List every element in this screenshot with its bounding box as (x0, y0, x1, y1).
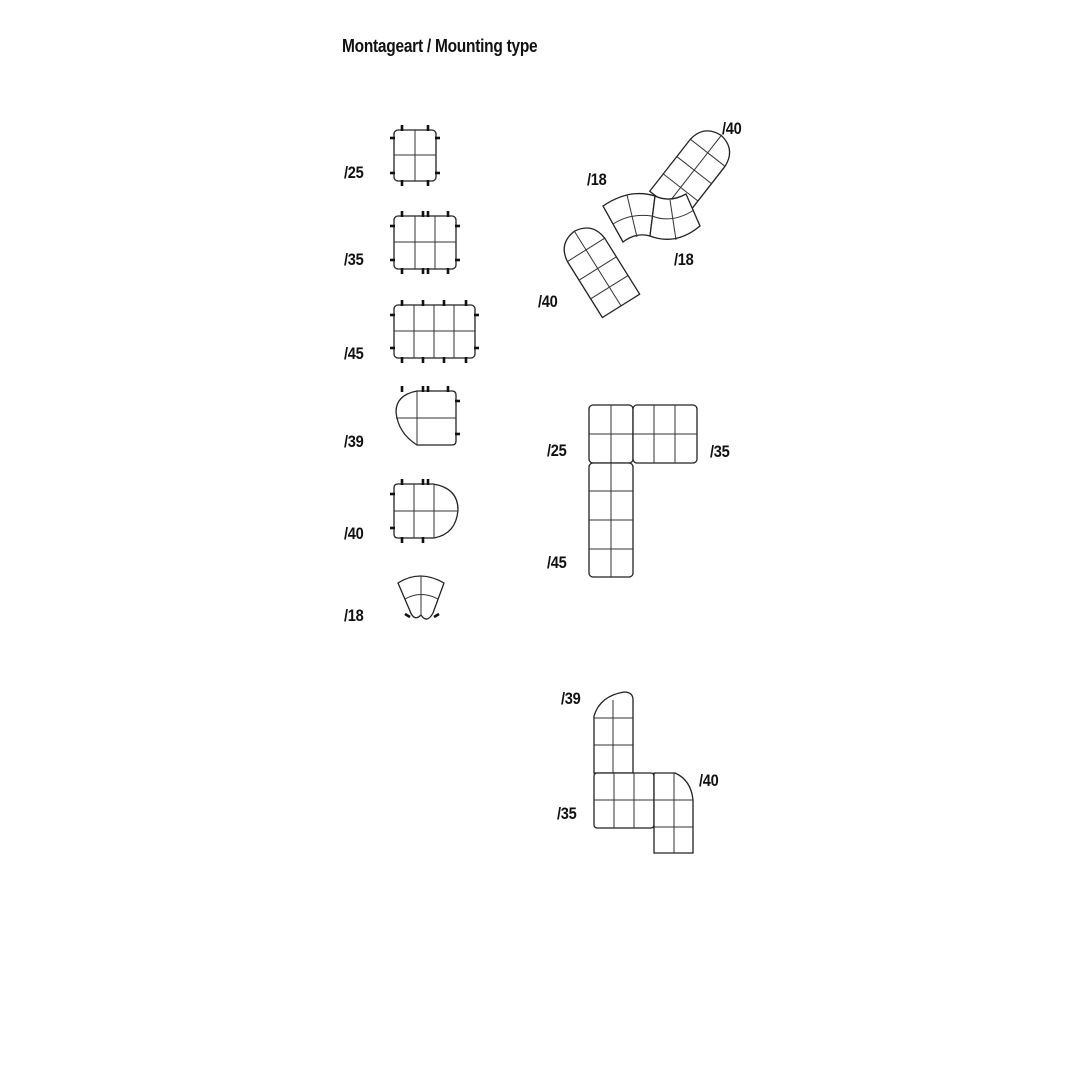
l-label-45: /45 (547, 553, 567, 572)
diagram-title: Montageart / Mounting type (342, 36, 538, 56)
legend-label-25: /25 (344, 163, 364, 182)
legend-label-40: /40 (344, 524, 364, 543)
module-25-plan (390, 125, 440, 186)
curve-label-18-bottom: /18 (674, 250, 694, 269)
l-combination (589, 405, 697, 577)
module-45-plan (390, 300, 479, 363)
curve-label-40-top: /40 (722, 119, 742, 138)
bottom-combination (594, 692, 693, 853)
l-label-35: /35 (710, 442, 730, 461)
bottom-label-39: /39 (561, 689, 581, 708)
bottom-module-40 (654, 773, 693, 853)
curved-combination (556, 122, 739, 318)
bottom-label-35: /35 (557, 804, 577, 823)
l-module-25 (589, 405, 633, 463)
curve-label-40-bottom: /40 (538, 292, 558, 311)
curve-label-18-top: /18 (587, 170, 607, 189)
l-label-25: /25 (547, 441, 567, 460)
bottom-label-40: /40 (699, 771, 719, 790)
legend-label-45: /45 (344, 344, 364, 363)
legend-label-18: /18 (344, 606, 364, 625)
bottom-module-39 (594, 692, 633, 773)
module-35-plan (390, 211, 460, 274)
module-18-plan (398, 576, 444, 619)
curve-upper-18-module (603, 194, 655, 242)
l-module-35 (633, 405, 697, 463)
legend-label-35: /35 (344, 250, 364, 269)
module-39-plan (396, 386, 460, 445)
l-module-45 (589, 463, 633, 577)
module-40-plan (390, 479, 458, 543)
bottom-module-35 (594, 773, 654, 828)
legend-label-39: /39 (344, 432, 364, 451)
